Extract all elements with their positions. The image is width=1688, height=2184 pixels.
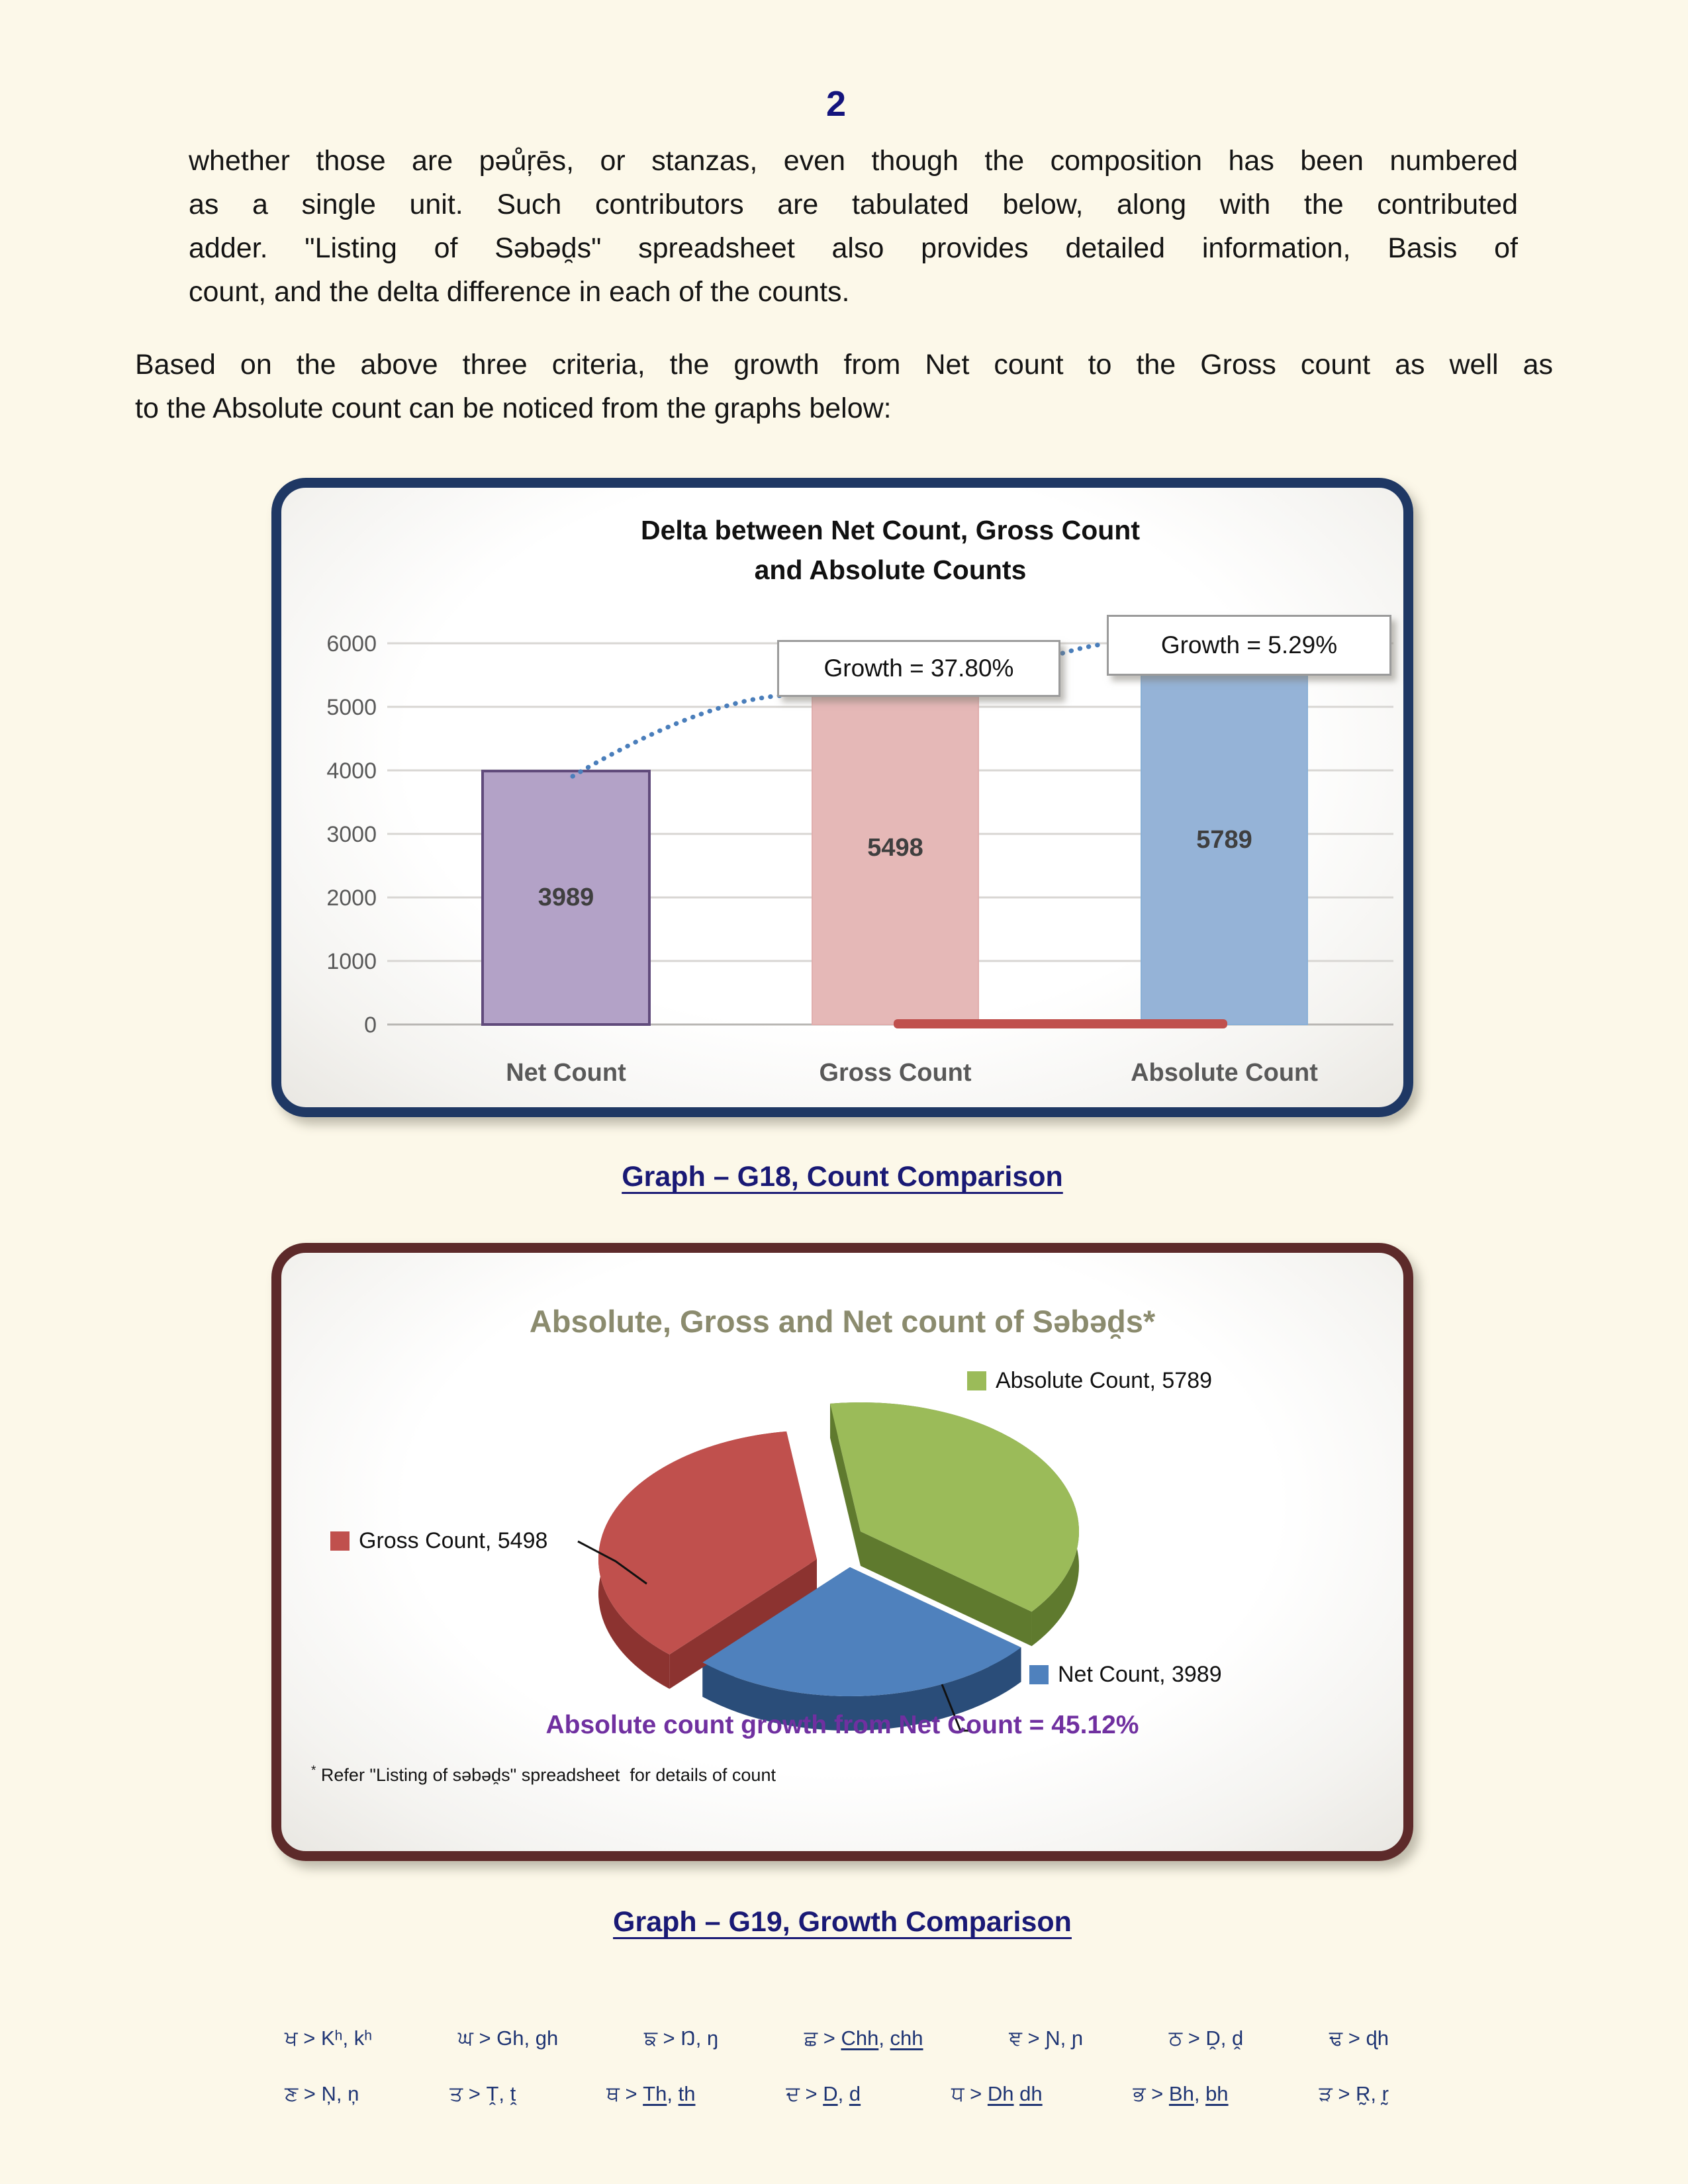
page-number: 2 <box>825 84 847 124</box>
y-axis-tick: 1000 <box>326 949 377 974</box>
paragraph-line: to the Absolute count can be noticed from the graphs below: <box>135 392 892 424</box>
legend-net-count <box>1029 1662 1222 1688</box>
y-axis-tick: 6000 <box>326 631 377 657</box>
transliteration-item: ਣ > Ņ, ņ <box>285 2082 359 2105</box>
growth-callout-gross: Growth = 37.80% <box>777 640 1060 697</box>
x-category-label: Absolute Count <box>1131 1059 1318 1087</box>
latin-transliteration: Ŋ, ŋ <box>680 2026 719 2050</box>
legend-gross-count <box>330 1528 547 1554</box>
transliteration-item: ੜ > R̰, r̰ <box>1319 2082 1389 2105</box>
legend-swatch-green <box>967 1371 986 1390</box>
paragraph-line: count, and the delta difference in each of the counts. <box>189 276 850 308</box>
gurmukhi-letter: ਢ <box>1329 2026 1343 2050</box>
transliteration-item: ਥ > Th, th <box>606 2082 696 2105</box>
gurmukhi-letter: ਞ <box>1009 2026 1022 2050</box>
paragraph-line: adder. "Listing of Səbəd̯s" spreadsheet also provides detailed information, Basis of <box>189 232 1518 264</box>
legend-absolute-count <box>967 1368 1212 1394</box>
x-category-label: Net Count <box>506 1059 626 1087</box>
transliteration-item: ਠ > Ḓ, ḓ <box>1168 2026 1244 2050</box>
transliteration-row-1 <box>285 2026 1389 2051</box>
paragraph-line: Based on the above three criteria, the growth from Net count to the Gross count as well as <box>135 349 1553 381</box>
gurmukhi-letter: ਖ <box>285 2026 298 2050</box>
y-axis-tick: 0 <box>364 1013 377 1038</box>
gurmukhi-letter: ਠ <box>1168 2026 1183 2050</box>
transliteration-item: ਧ > Dh dh <box>951 2082 1043 2105</box>
gurmukhi-letter: ਛ <box>804 2026 818 2050</box>
caption-graph-g18: Graph – G18, Count Comparison <box>622 1161 1063 1193</box>
legend-label: Absolute Count, 5789 <box>996 1368 1213 1393</box>
latin-transliteration: Ņ, ņ <box>321 2082 359 2105</box>
latin-transliteration: Kʰ, kʰ <box>321 2026 373 2050</box>
latin-transliteration: D, d <box>823 2082 861 2105</box>
gurmukhi-letter: ੜ <box>1319 2082 1333 2105</box>
delta-baseline-marker <box>894 1019 1227 1028</box>
gurmukhi-letter: ਦ <box>786 2082 800 2105</box>
latin-transliteration: Gh, gh <box>496 2026 559 2050</box>
transliteration-item: ਤ > Ṱ, ṱ <box>449 2082 516 2105</box>
x-category-label: Gross Count <box>819 1059 972 1087</box>
legend-label: Net Count, 3989 <box>1058 1662 1222 1687</box>
gurmukhi-letter: ਭ <box>1133 2082 1146 2105</box>
latin-transliteration: Th, th <box>643 2082 696 2105</box>
bar-chart-title-line2: and Absolute Counts <box>754 555 1027 585</box>
latin-transliteration: Ɲ, ɲ <box>1045 2026 1084 2050</box>
paragraph-1 <box>189 139 1518 314</box>
latin-transliteration: Bh, bh <box>1168 2082 1229 2105</box>
transliteration-item: ਘ > Gh, gh <box>457 2026 559 2050</box>
growth-callout-absolute: Growth = 5.29% <box>1107 615 1391 676</box>
latin-transliteration: Ḓ, ḓ <box>1205 2026 1244 2050</box>
latin-transliteration: ɖh <box>1366 2026 1389 2050</box>
gurmukhi-letter: ਘ <box>457 2026 473 2050</box>
bar-value-label: 5498 <box>867 834 923 862</box>
pie-chart-panel <box>271 1243 1413 1861</box>
transliteration-item: ਖ > Kʰ, kʰ <box>285 2026 373 2050</box>
trend-dotted-line <box>1062 644 1105 653</box>
pie-chart-title: Absolute, Gross and Net count of Səbəd̯s* <box>529 1304 1156 1339</box>
caption-graph-g19: Graph – G19, Growth Comparison <box>613 1906 1072 1938</box>
gurmukhi-letter: ਙ <box>643 2026 657 2050</box>
transliteration-item: ਛ > Chh, chh <box>804 2026 923 2050</box>
transliteration-item: ਙ > Ŋ, ŋ <box>643 2026 719 2050</box>
legend-label: Gross Count, 5498 <box>359 1528 548 1553</box>
pie-footnote: * Refer "Listing of səbəd̯s" spreadsheet for details of count <box>311 1764 776 1785</box>
gurmukhi-letter: ਤ <box>449 2082 463 2105</box>
gurmukhi-letter: ਧ <box>951 2082 964 2105</box>
bar-chart-title-line1: Delta between Net Count, Gross Count <box>641 515 1140 545</box>
latin-transliteration: R̰, r̰ <box>1356 2082 1389 2105</box>
y-axis-tick: 2000 <box>326 886 377 911</box>
pie-growth-note: Absolute count growth from Net Count = 45.12% <box>545 1711 1139 1739</box>
bar-chart-plot <box>281 488 1403 1107</box>
legend-swatch-red <box>330 1531 350 1551</box>
latin-transliteration: Chh, chh <box>841 2026 923 2050</box>
transliteration-row-2 <box>285 2082 1389 2107</box>
bar-value-label: 5789 <box>1196 826 1252 854</box>
paragraph-line: as a single unit. Such contributors are tabulated below, along with the contributed <box>189 189 1518 220</box>
transliteration-item: ਢ > ɖh <box>1329 2026 1389 2050</box>
y-axis-tick: 4000 <box>326 758 377 784</box>
bar-net-count <box>483 771 649 1087</box>
y-axis-tick: 3000 <box>326 822 377 847</box>
bar-chart-panel <box>271 478 1413 1117</box>
paragraph-line: whether those are pəůŗēs, or stanzas, even though the composition has been numbered <box>189 145 1518 177</box>
gurmukhi-letter: ਥ <box>606 2082 620 2105</box>
latin-transliteration: Ṱ, ṱ <box>486 2082 516 2105</box>
transliteration-item: ਞ > Ɲ, ɲ <box>1009 2026 1084 2050</box>
y-axis-tick: 5000 <box>326 695 377 720</box>
gurmukhi-letter: ਣ <box>285 2082 299 2105</box>
transliteration-item: ਦ > D, d <box>786 2082 861 2105</box>
paragraph-2 <box>135 343 1553 430</box>
legend-swatch-blue <box>1029 1665 1049 1684</box>
latin-transliteration: Dh dh <box>987 2082 1043 2105</box>
bar-value-label: 3989 <box>538 884 594 911</box>
transliteration-item: ਭ > Bh, bh <box>1133 2082 1229 2105</box>
